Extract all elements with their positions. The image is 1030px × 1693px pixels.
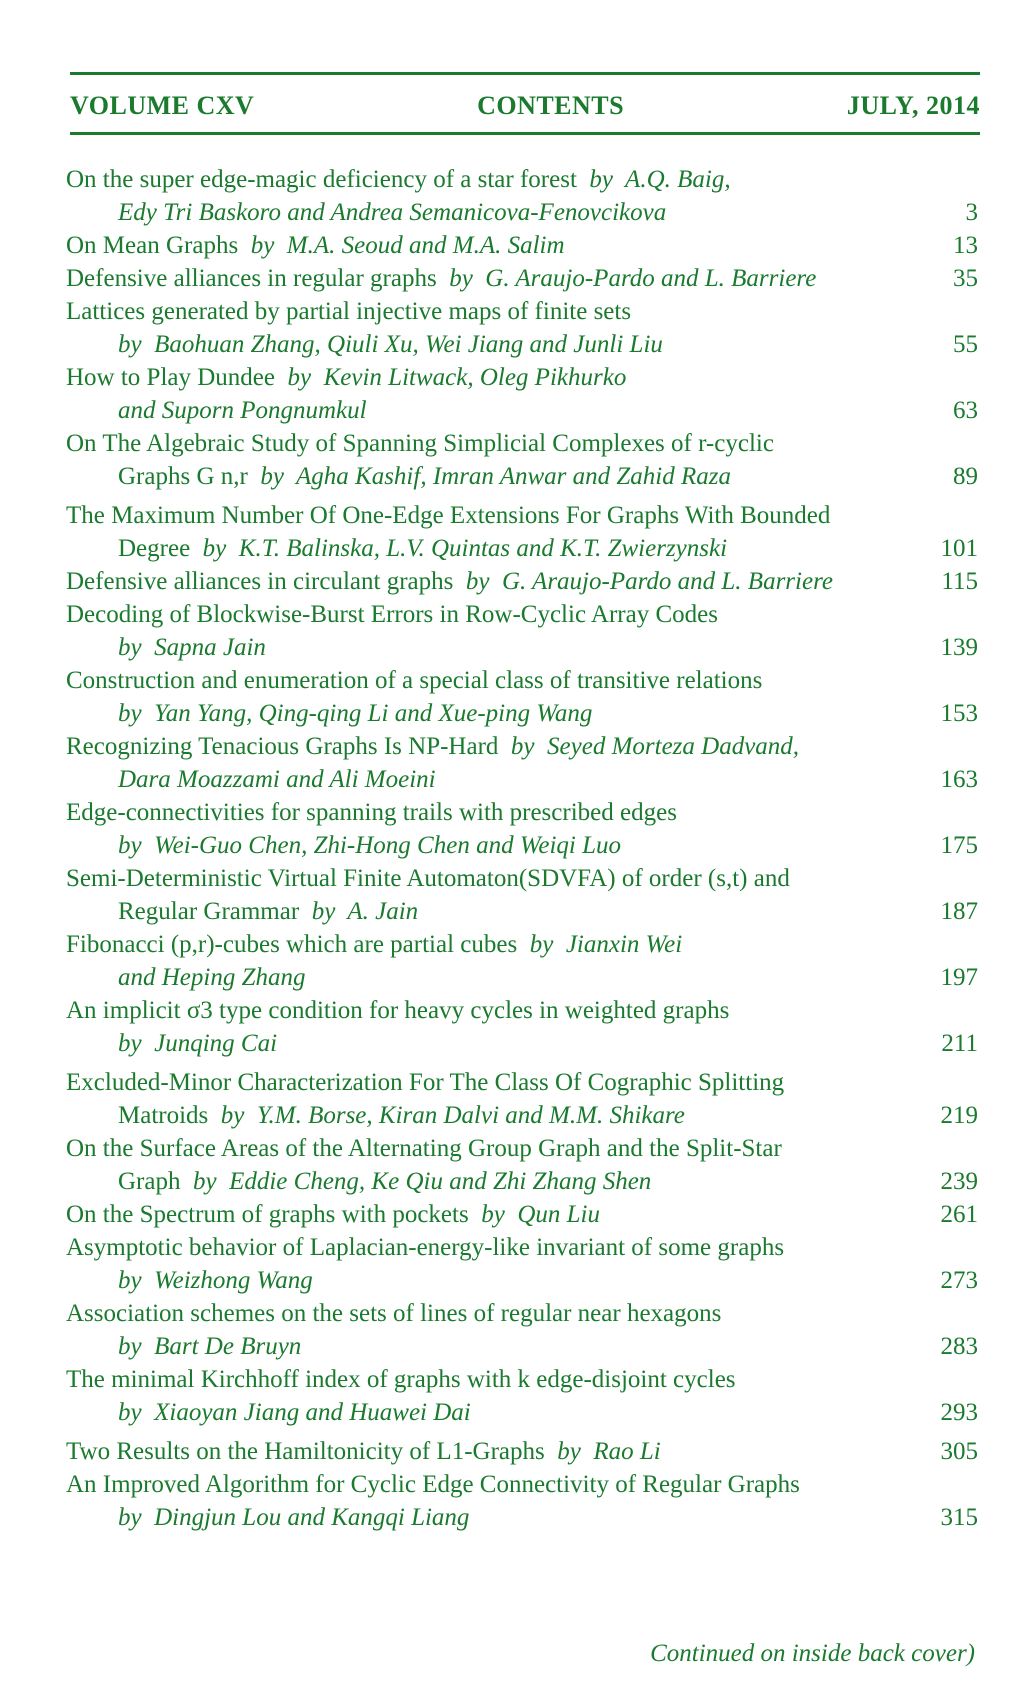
toc-entry-continuation [66,829,978,862]
page-number: 139 [940,634,978,661]
by-word: by [208,1102,257,1129]
article-title: On Mean Graphs [66,232,239,259]
contents-header [70,86,980,126]
article-title: The Maximum Number Of One-Edge Extensions For Graphs With Bounded [66,502,831,529]
article-authors: Junqing Cai [154,1030,278,1057]
toc-entry-continuation [66,532,978,565]
article-title: Lattices generated by partial injective maps of finite sets [66,298,632,325]
toc-entry [66,994,978,1060]
toc-entry-line [66,565,978,598]
by-word: by [118,1030,155,1057]
page-number: 187 [940,898,978,925]
toc-entry-line [66,427,978,460]
toc-entry [66,862,978,928]
article-title: Recognizing Tenacious Graphs Is NP-Hard [66,733,499,760]
toc-entry [66,499,978,565]
by-word: by [118,832,155,859]
toc-entry-continuation [66,1330,978,1363]
article-authors: Bart De Bruyn [154,1333,302,1360]
toc-entry [66,1198,978,1231]
page-number: 153 [940,700,978,727]
page-number: 13 [953,232,978,259]
toc-entry-continuation [66,631,978,664]
toc-entry [66,1132,978,1198]
by-word: by [576,166,626,193]
article-title: On the Surface Areas of the Alternating Group Graph and the Split-Star [66,1135,782,1162]
page-number: 63 [953,397,978,424]
toc-entry-continuation [66,1027,978,1060]
article-authors: Wei-Guo Chen, Zhi-Hong Chen and Weiqi Luo [154,832,622,859]
by-word: by [468,1201,518,1228]
toc-entry [66,928,978,994]
article-title: Association schemes on the sets of lines of regular near hexagons [66,1300,722,1327]
by-word: by [118,1333,155,1360]
toc-entry-continuation [66,961,978,994]
toc-entry-continuation [66,1501,978,1534]
article-title: An Improved Algorithm for Cyclic Edge Connectivity of Regular Graphs [66,1471,800,1498]
toc-entry-continuation [66,196,978,229]
toc-entry-line [66,730,978,763]
article-title: The minimal Kirchhoff index of graphs with k edge-disjoint cycles [66,1366,736,1393]
toc-entry [66,565,978,598]
article-title: On The Algebraic Study of Spanning Simplicial Complexes of r-cyclic [66,430,774,457]
article-title: An implicit σ3 type condition for heavy cycles in weighted graphs [66,997,730,1024]
article-authors: Kevin Litwack, Oleg Pikhurko [323,364,627,391]
page-number: 305 [940,1438,978,1465]
toc-entry [66,796,978,862]
article-title: Defensive alliances in regular graphs [66,265,437,292]
article-authors: K.T. Balinska, L.V. Quintas and K.T. Zwierzynski [238,535,728,562]
page-number: 261 [940,1201,978,1228]
page-number: 175 [940,832,978,859]
article-authors: A. Jain [347,898,419,925]
continued-note: Continued on inside back cover) [650,1640,975,1667]
article-authors: Yan Yang, Qing-qing Li and Xue-ping Wang [154,700,593,727]
article-title: On the Spectrum of graphs with pockets [66,1201,469,1228]
page-number: 211 [941,1030,978,1057]
page-number: 315 [940,1504,978,1531]
page-number: 273 [940,1267,978,1294]
article-title: Asymptotic behavior of Laplacian-energy-like invariant of some graphs [66,1234,785,1261]
toc-entry [66,163,978,229]
article-title: Defensive alliances in circulant graphs [66,568,454,595]
article-title: Fibonacci (p,r)-cubes which are partial cubes [66,931,518,958]
article-authors: Jianxin Wei [565,931,683,958]
article-title-continued: Degree [118,535,191,562]
issue-date: JULY, 2014 [846,91,980,120]
article-title-continued: Regular Grammar [118,898,300,925]
article-authors: Weizhong Wang [154,1267,313,1294]
article-title-continued: Graphs G n,r [118,463,248,490]
toc-entry [66,1435,978,1468]
toc-entry-continuation [66,394,978,427]
article-authors: Edy Tri Baskoro and Andrea Semanicova-Fenovcikova [118,199,667,226]
toc-entry [66,730,978,796]
toc-entry [66,1468,978,1534]
by-word: by [498,733,548,760]
toc-entry-line [66,1132,978,1165]
article-authors: and Suporn Pongnumkul [118,397,367,424]
by-word: by [436,265,486,292]
toc-entry-line [66,361,978,394]
by-word: by [275,364,324,391]
toc-entry-line [66,1435,978,1468]
article-authors: Y.M. Borse, Kiran Dalvi and M.M. Shikare [256,1102,685,1129]
toc-entry-continuation [66,1264,978,1297]
page-number: 89 [953,463,978,490]
page-number: 35 [953,265,978,292]
toc-entry-continuation [66,1396,978,1429]
toc-entry [66,1297,978,1363]
article-authors: A.Q. Baig, [625,166,731,193]
page-number: 101 [940,535,978,562]
article-title-continued: Graph [118,1168,181,1195]
toc-entry [66,1231,978,1297]
toc-entry-line [66,163,978,196]
article-authors: Eddie Cheng, Ke Qiu and Zhi Zhang Shen [229,1168,652,1195]
article-authors: Seyed Morteza Dadvand, [547,733,800,760]
article-title: Edge-connectivities for spanning trails with prescribed edges [66,799,677,826]
page-number: 3 [965,199,978,226]
article-authors: G. Araujo-Pardo and L. Barriere [485,265,817,292]
toc-entry-line [66,796,978,829]
toc-entry [66,1363,978,1429]
article-authors: Agha Kashif, Imran Anwar and Zahid Raza [296,463,731,490]
toc-entry [66,229,978,262]
toc-entry [66,295,978,361]
article-authors: G. Araujo-Pardo and L. Barriere [501,568,833,595]
page-number: 293 [940,1399,978,1426]
article-title: Excluded-Minor Characterization For The Class Of Cographic Splitting [66,1069,785,1096]
toc-entry-continuation [66,763,978,796]
article-authors: and Heping Zhang [118,964,306,991]
page-number: 197 [940,964,978,991]
article-title: On the super edge-magic deficiency of a star forest [66,166,577,193]
page-number: 55 [953,331,978,358]
article-authors: Dara Moazzami and Ali Moeini [118,766,436,793]
toc-entry-line [66,262,978,295]
article-authors: Dingjun Lou and Kangqi Liang [154,1504,470,1531]
toc-entry-continuation [66,697,978,730]
article-title-continued: Matroids [118,1102,209,1129]
toc-entry-line [66,664,978,697]
toc-entry-line [66,1297,978,1330]
by-word: by [118,1399,155,1426]
toc-entry [66,1066,978,1132]
by-word: by [180,1168,230,1195]
by-word: by [118,700,155,727]
toc-entry [66,262,978,295]
header-top-rule [70,72,980,75]
article-authors: M.A. Seoud and M.A. Salim [286,232,565,259]
page-number: 115 [941,568,978,595]
toc-entry-line [66,1468,978,1501]
toc-entry-line [66,994,978,1027]
page-number: 283 [940,1333,978,1360]
toc-entry-line [66,1198,978,1231]
page-number: 163 [940,766,978,793]
by-word: by [190,535,239,562]
article-authors: Baohuan Zhang, Qiuli Xu, Wei Jiang and Junli Liu [154,331,663,358]
by-word: by [247,463,296,490]
by-word: by [118,331,155,358]
by-word: by [453,568,502,595]
header-bottom-rule [70,132,980,135]
table-of-contents [66,163,978,1534]
toc-entry [66,664,978,730]
toc-entry-line [66,295,978,328]
contents-title: CONTENTS [477,91,625,120]
toc-entry [66,598,978,664]
page-number: 239 [940,1168,978,1195]
by-word: by [118,1267,155,1294]
toc-entry [66,427,978,493]
toc-entry-continuation [66,1165,978,1198]
toc-entry-continuation [66,328,978,361]
toc-entry-line [66,499,978,532]
toc-entry [66,361,978,427]
article-title: Semi-Deterministic Virtual Finite Automaton(SDVFA) of order (s,t) and [66,865,790,892]
toc-entry-line [66,1231,978,1264]
toc-entry-continuation [66,460,978,493]
toc-entry-line [66,928,978,961]
article-authors: Qun Liu [517,1201,600,1228]
by-word: by [238,232,287,259]
article-authors: Rao Li [593,1438,661,1465]
by-word: by [299,898,348,925]
by-word: by [544,1438,594,1465]
article-authors: Xiaoyan Jiang and Huawei Dai [154,1399,471,1426]
article-authors: Sapna Jain [154,634,266,661]
article-title: How to Play Dundee [66,364,275,391]
by-word: by [118,1504,155,1531]
toc-entry-continuation [66,895,978,928]
article-title: Construction and enumeration of a special class of transitive relations [66,667,763,694]
toc-entry-line [66,229,978,262]
toc-entry-line [66,862,978,895]
by-word: by [517,931,566,958]
toc-entry-line [66,598,978,631]
article-title: Two Results on the Hamiltonicity of L1-Graphs [66,1438,545,1465]
toc-entry-line [66,1066,978,1099]
toc-entry-line [66,1363,978,1396]
by-word: by [118,634,155,661]
toc-entry-continuation [66,1099,978,1132]
article-title: Decoding of Blockwise-Burst Errors in Row-Cyclic Array Codes [66,601,718,628]
volume-label: VOLUME CXV [70,91,255,120]
page-number: 219 [940,1102,978,1129]
